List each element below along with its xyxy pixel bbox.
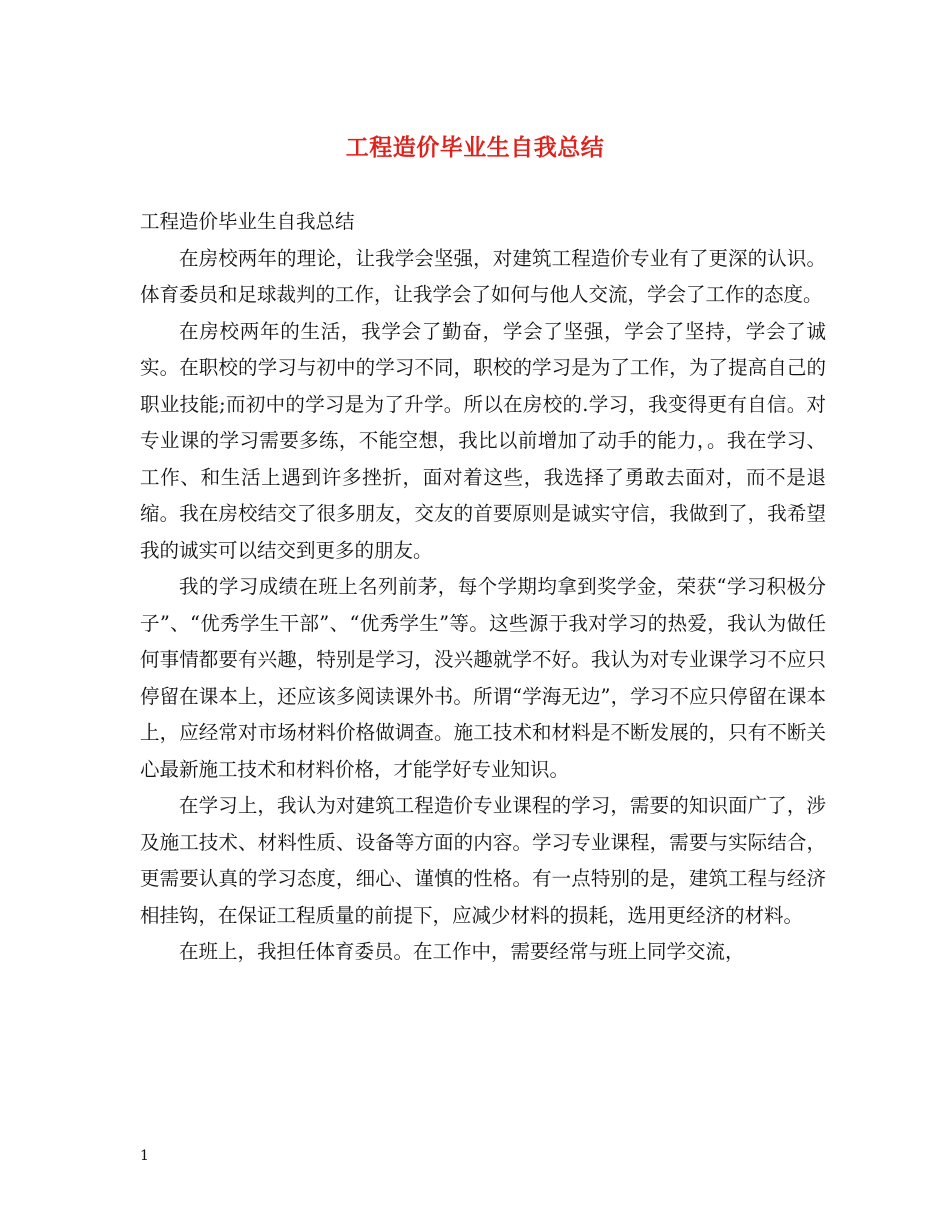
document-body: [140, 204, 826, 971]
paragraph-3: 我的学习成绩在班上名列前茅，每个学期均拿到奖学金，荣获“学习积极分子”、“优秀学生干部”、“优秀学生”等。这些源于我对学习的热爱，我认为做任何事情都要有兴趣，特别是学习，没兴趣就学不好。我认为对专业课学习不应只停留在课本上，还应该多阅读课外书。所谓“学海无边”，学习不应只停留在课本上，应经常对市场材料价格做调查。施工技术和材料是不断发展的，只有不断关心最新施工技术和材料价格，才能学好专业知识。: [140, 575, 826, 781]
paragraph-2: 在房校两年的生活，我学会了勤奋，学会了坚强，学会了坚持，学会了诚实。在职校的学习与初中的学习不同，职校的学习是为了工作，为了提高自己的职业技能;而初中的学习是为了升学。所以在房校的.学习，我变得更有自信。对专业课的学习需要多练，不能空想，我比以前增加了动手的能力，。我在学习、工作、和生活上遇到许多挫折，面对着这些，我选择了勇敢去面对，而不是退缩。我在房校结交了很多朋友，交友的首要原则是诚实守信，我做到了，我希望我的诚实可以结交到更多的朋友。: [140, 319, 826, 562]
paragraph-1: 在房校两年的理论，让我学会坚强，对建筑工程造价专业有了更深的认识。体育委员和足球裁判的工作，让我学会了如何与他人交流，学会了工作的态度。: [140, 246, 826, 306]
body-subtitle: 工程造价毕业生自我总结: [140, 210, 355, 233]
paragraph-5: 在班上，我担任体育委员。在工作中，需要经常与班上同学交流，: [179, 940, 745, 963]
document-title: 工程造价毕业生自我总结: [345, 134, 605, 161]
page-number: 1: [140, 1148, 149, 1164]
paragraph-4: 在学习上，我认为对建筑工程造价专业课程的学习，需要的知识面广了，涉及施工技术、材料性质、设备等方面的内容。学习专业课程，需要与实际结合，更需要认真的学习态度，细心、谨慎的性格。有一点特别的是，建筑工程与经济相挂钩，在保证工程质量的前提下，应减少材料的损耗，选用更经济的材料。: [140, 794, 826, 927]
